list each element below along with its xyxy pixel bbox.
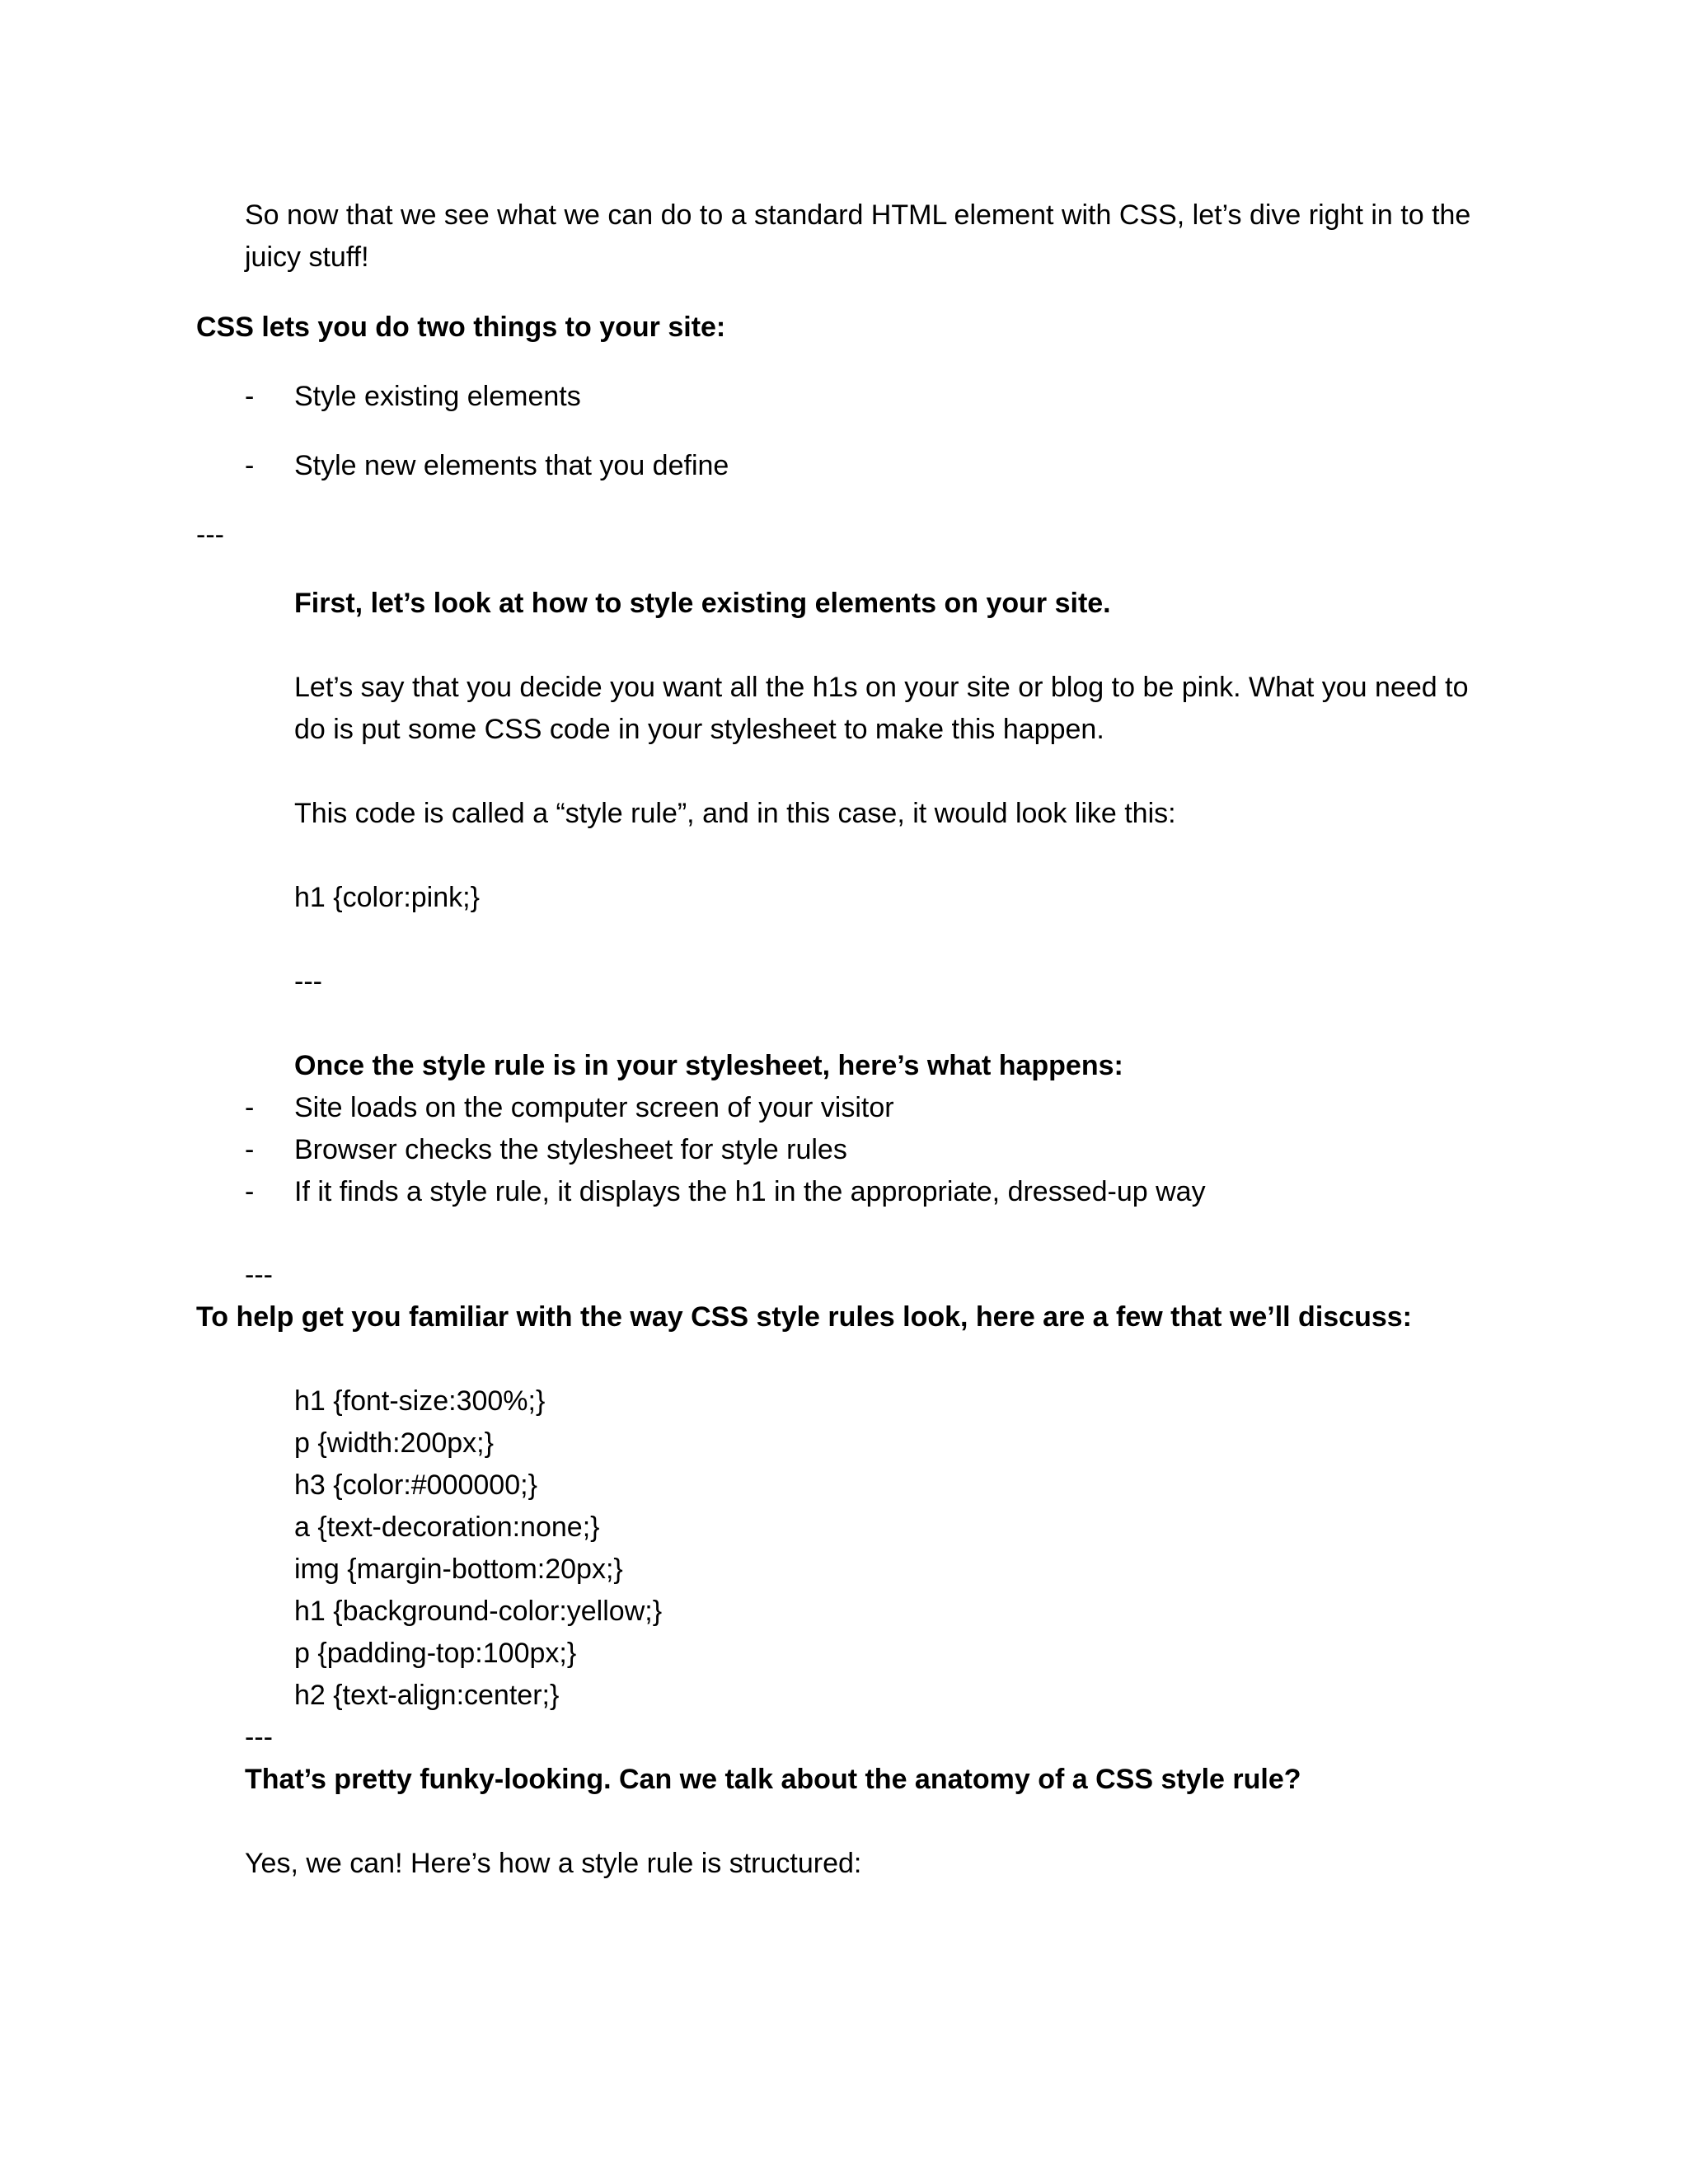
code-line: h1 {background-color:yellow;}	[294, 1596, 663, 1627]
list-item-site-loads: Site loads on the computer screen of your visitor	[294, 1092, 894, 1123]
section-examples-heading: To help get you familiar with the way CSS style rules look, here are a few that we’ll discuss:	[196, 1301, 1412, 1333]
intro-line-1: So now that we see what we can do to a standard HTML element with CSS, let’s dive right in to the	[245, 199, 1471, 231]
section-existing-para-line-1: Let’s say that you decide you want all the h1s on your site or blog to be pink. What you need to	[294, 672, 1469, 703]
section-anatomy-heading: That’s pretty funky-looking. Can we talk about the anatomy of a CSS style rule?	[245, 1764, 1301, 1795]
section-existing-heading: First, let’s look at how to style existing elements on your site.	[294, 588, 1111, 619]
list-item-finds-rule: If it finds a style rule, it displays the h1 in the appropriate, dressed-up way	[294, 1176, 1206, 1207]
separator: ---	[245, 1722, 273, 1753]
code-line: p {padding-top:100px;}	[294, 1638, 577, 1669]
code-line: h1 {font-size:300%;}	[294, 1385, 546, 1417]
section-existing-para-line-2: do is put some CSS code in your stylesheet to make this happen.	[294, 714, 1104, 745]
code-line: p {width:200px;}	[294, 1427, 494, 1459]
section-anatomy-answer: Yes, we can! Here’s how a style rule is structured:	[245, 1848, 862, 1879]
list-item-browser-checks: Browser checks the stylesheet for style rules	[294, 1134, 847, 1165]
list-bullet: -	[245, 1134, 255, 1165]
list-bullet: -	[245, 450, 255, 481]
list-bullet: -	[245, 1176, 255, 1207]
list-item-style-existing: Style existing elements	[294, 381, 581, 412]
list-bullet: -	[245, 1092, 255, 1123]
code-line: img {margin-bottom:20px;}	[294, 1554, 623, 1585]
separator: ---	[196, 519, 224, 551]
list-item-style-new: Style new elements that you define	[294, 450, 729, 481]
separator: ---	[294, 966, 322, 997]
section-happens-heading: Once the style rule is in your stylesheet, here’s what happens:	[294, 1050, 1123, 1081]
intro-line-2: juicy stuff!	[245, 241, 369, 273]
code-example-pink: h1 {color:pink;}	[294, 882, 480, 913]
separator: ---	[245, 1259, 273, 1291]
code-line: h2 {text-align:center;}	[294, 1680, 560, 1711]
two-things-heading: CSS lets you do two things to your site:	[196, 312, 726, 343]
code-line: h3 {color:#000000;}	[294, 1469, 537, 1501]
list-bullet: -	[245, 381, 255, 412]
style-rule-intro: This code is called a “style rule”, and in this case, it would look like this:	[294, 798, 1176, 829]
code-line: a {text-decoration:none;}	[294, 1511, 600, 1543]
